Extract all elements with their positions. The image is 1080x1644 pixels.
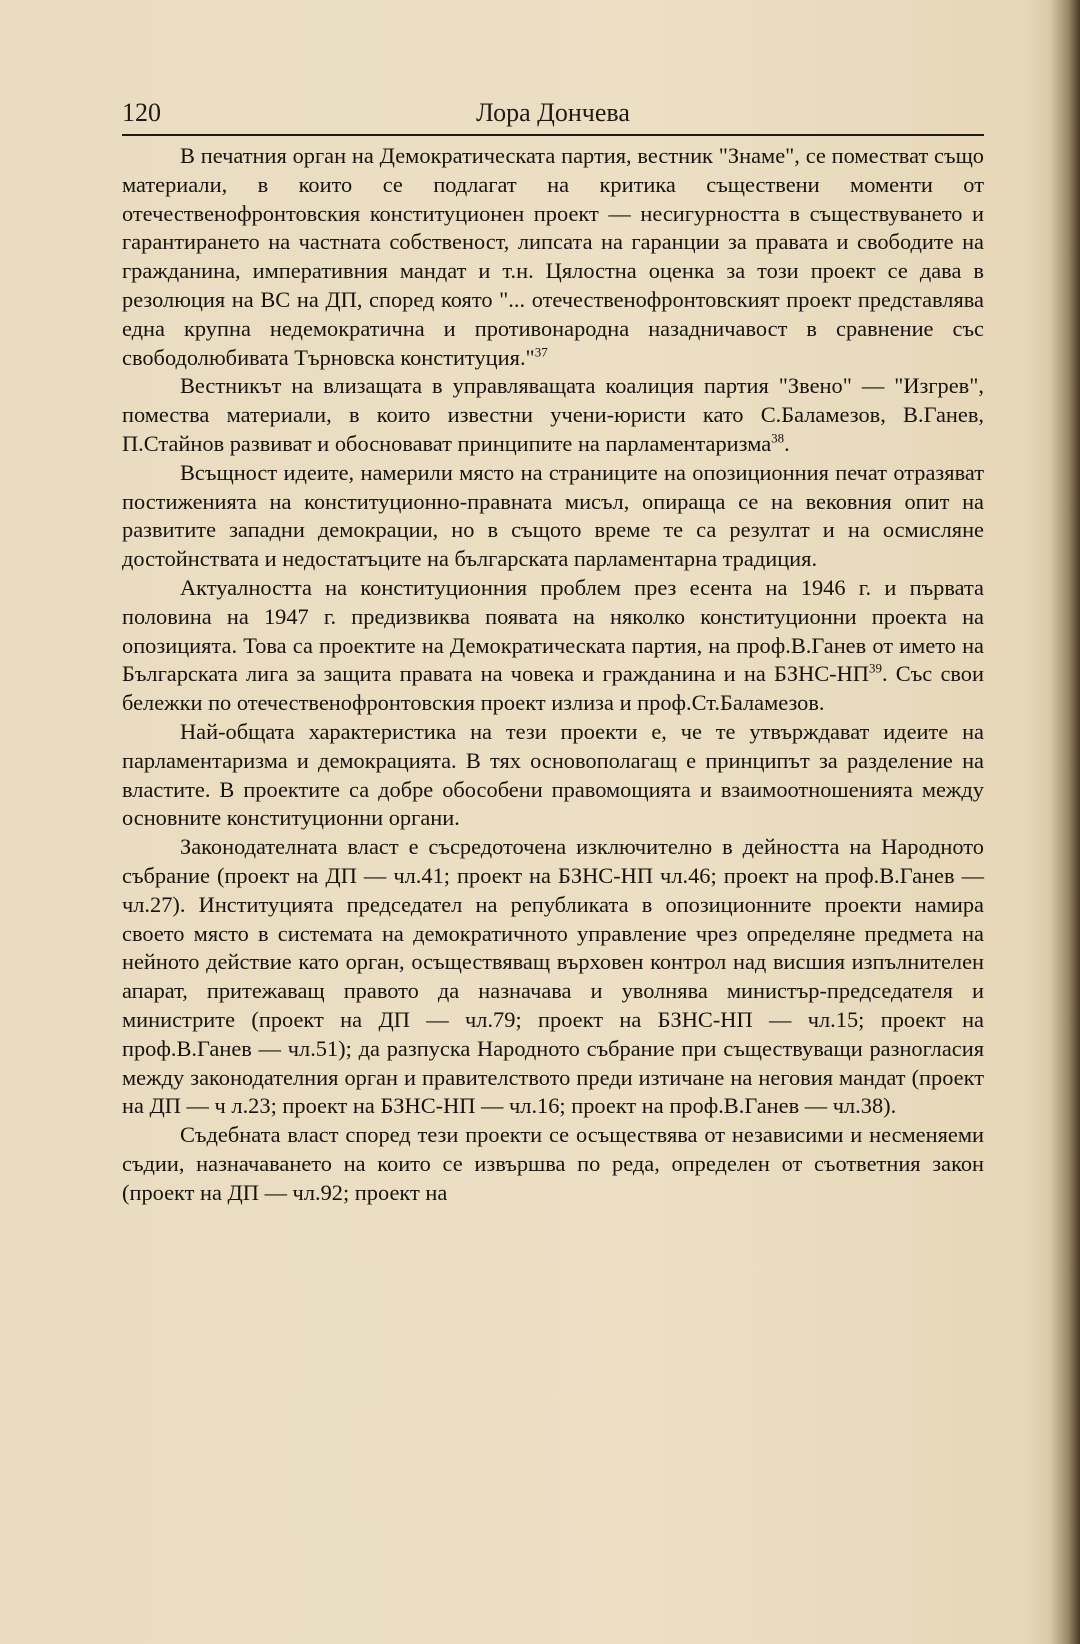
paragraph-2 (122, 372, 984, 458)
paragraph-6 (122, 833, 984, 1121)
paragraph-text: Актуалността на конституционния проблем през есента на 1946 г. и първата половина на 1947 г. предизвиква появата на няколко конституционни проекта на опозицията. Това са проектите на Демократическата партия, на проф.В.Ганев от името на Българската лига за защита правата на човека и гражданина и на БЗНС-НП (122, 574, 984, 687)
footnote-ref-37: 37 (534, 344, 548, 360)
paragraph-text-tail: . (784, 430, 790, 456)
page-edge-shadow (1050, 0, 1080, 1644)
body-text (122, 142, 984, 1207)
footnote-ref-39: 39 (868, 660, 882, 676)
paragraph-7 (122, 1121, 984, 1207)
paragraph-text-tail: . Със свои бележки по отечественофронтовския проект излиза и проф.Ст.Баламезов. (122, 661, 984, 716)
page-header (122, 96, 984, 136)
paragraph-1 (122, 142, 984, 372)
paragraph-text: Вестникът на влизащата в управляващата коалиция партия "Звено" — "Изгрев", помества материали, в които известни учени-юристи като С.Баламезов, В.Ганев, П.Стайнов развиват и обосновават принципите на парламентаризма (122, 373, 984, 456)
paragraph-text: Всъщност идеите, намерили място на страниците на опозиционния печат отразяват постиженията на конституционно-правната мисъл, опираща се на вековния опит на развитите западни демокрации, но в същото време те са резултат и на осмисляне достойнствата и недостатъците на българската парламентарна традиция. (122, 459, 984, 572)
paragraph-text: Съдебната власт според тези проекти се осъществява от независими и несменяеми съдии, назначаването на които се извършва по реда, определен от съответния закон (проект на ДП — чл.92; проект на (122, 1122, 984, 1205)
paragraph-text: Законодателната власт е съсредоточена изключително в дейността на Народното събрание (проект на ДП — чл.41; проект на БЗНС-НП чл.46; проект на проф.В.Ганев — чл.27). Институцията председател на републиката в опозиционните проекти намира своето място в системата на демократичното управление чрез определяне предмета на нейното действие като орган, осъществяващ върховен контрол над висшия изпълнителен апарат, притежаващ правото да назначава и уволнява министър-председателя и министрите (проект на ДП — чл.79; проект на БЗНС-НП — чл.15; проект на проф.В.Ганев — чл.51); да разпуска Народното събрание при съществуващи разногласия между законодателния орган и правителството преди изтичане на неговия мандат (проект на ДП — ч л.23; проект на БЗНС-НП — чл.16; проект на проф.В.Ганев — чл.38). (122, 834, 984, 1119)
paragraph-text: Най-общата характеристика на тези проекти е, че те утвърждават идеите на парламентаризма и демокрацията. В тях основополагащ е принципът за разделение на властите. В проектите са добре обособени правомощията и взаимоотношенията между основните конституционни органи. (122, 718, 984, 831)
paragraph-3 (122, 459, 984, 574)
page-number: 120 (122, 98, 161, 127)
paragraph-5 (122, 718, 984, 833)
paragraph-4 (122, 574, 984, 718)
running-head-author: Лора Дончева (476, 98, 630, 127)
footnote-ref-38: 38 (771, 430, 785, 446)
paragraph-text: В печатния орган на Демократическата партия, вестник "Знаме", се поместват също материали, в които се подлагат на критика съществени моменти от отечественофронтовския конституционен проект — несигурността в съществуването и гарантирането на частната собственост, липсата на гаранции за правата и свободите на гражданина, императивния мандат и т.н. Цялостна оценка за този проект се дава в резолюция на ВС на ДП, според която "... отечественофронтовският проект представлява една крупна недемократична и противонародна назадничавост в сравнение със свободолюбивата Търновска конституция." (122, 143, 984, 370)
